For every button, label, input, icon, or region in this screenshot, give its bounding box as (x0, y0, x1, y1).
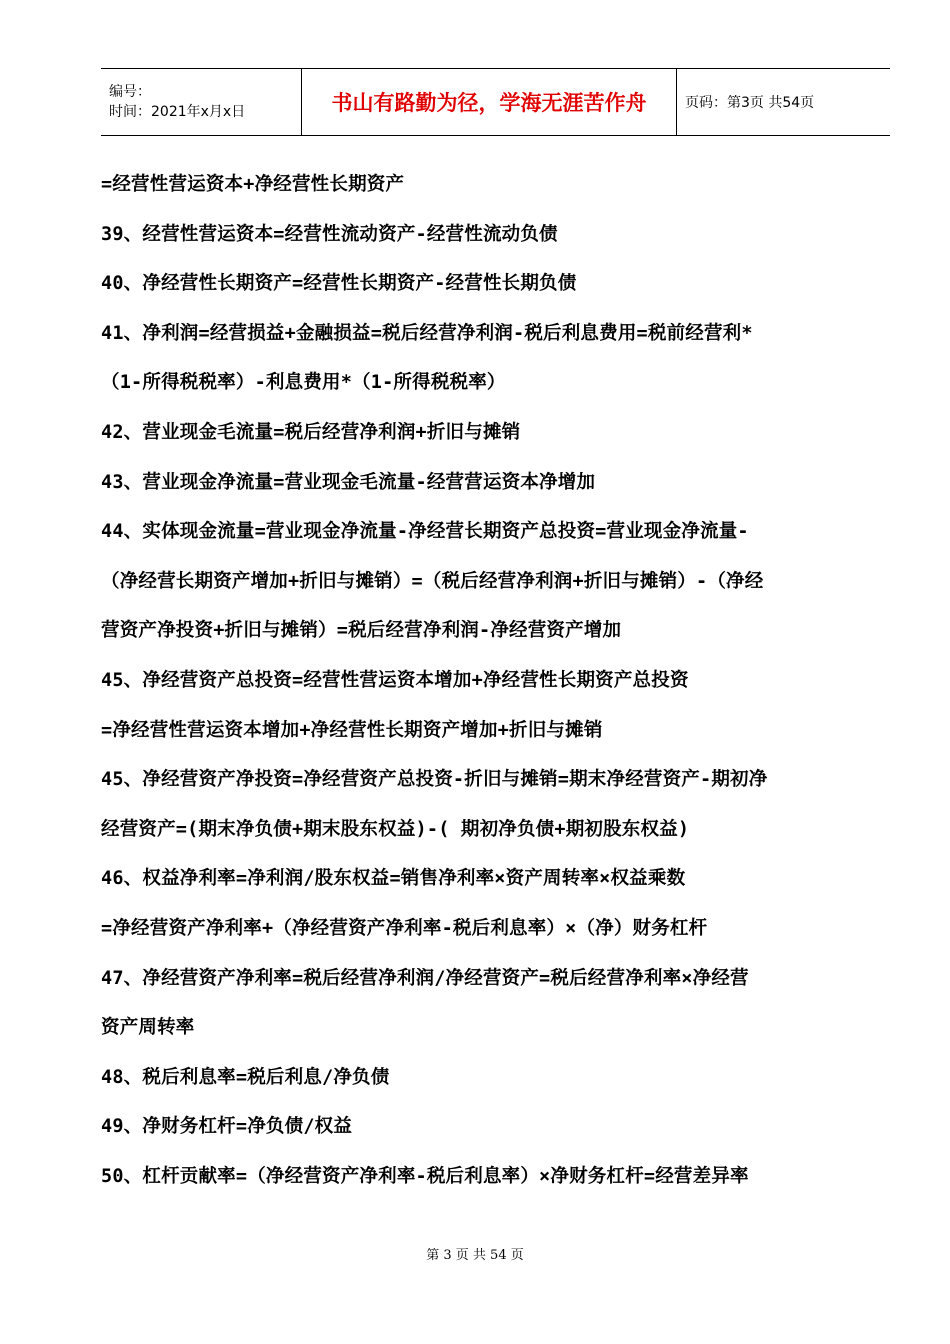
page-header (101, 68, 890, 136)
formula-line: 42、营业现金毛流量=税后经营净利润+折旧与摊销 (101, 421, 521, 443)
header-meta (101, 69, 302, 135)
header-page-info (677, 69, 890, 135)
formula-line: 48、税后利息率=税后利息/净负债 (101, 1066, 390, 1088)
formula-line: 43、营业现金净流量=营业现金毛流量-经营营运资本净增加 (101, 471, 596, 493)
time-label: 时间：2021年x月x日 (109, 104, 246, 120)
formula-line: （1-所得税税率）-利息费用*（1-所得税税率） (101, 372, 506, 394)
formula-list (101, 160, 891, 1201)
formula-line: 41、净利润=经营损益+金融损益=税后经营净利润-税后利息费用=税前经营利* (101, 322, 753, 344)
formula-line: =净经营资产净利率+（净经营资产净利率-税后利息率）×（净）财务杠杆 (101, 917, 708, 939)
formula-line: （净经营长期资产增加+折旧与摊销）=（税后经营净利润+折旧与摊销）-（净经 (101, 570, 764, 592)
formula-line: 49、净财务杠杆=净负债/权益 (101, 1116, 353, 1138)
number-label: 编号： (109, 84, 151, 100)
motto-text: 书山有路勤为径，学海无涯苦作舟 (331, 90, 647, 115)
formula-line: 经营资产=(期末净负债+期末股东权益)-( 期初净负债+期初股东权益) (101, 818, 690, 840)
formula-line: 营资产净投资+折旧与摊销）=税后经营净利润-净经营资产增加 (101, 620, 622, 642)
formula-line: 47、净经营资产净利率=税后经营净利润/净经营资产=税后经营净利率×净经营 (101, 967, 749, 989)
formula-line: 45、净经营资产净投资=净经营资产总投资-折旧与摊销=期末净经营资产-期初净 (101, 769, 768, 791)
formula-line: 44、实体现金流量=营业现金净流量-净经营长期资产总投资=营业现金净流量- (101, 521, 749, 543)
formula-line: 45、净经营资产总投资=经营性营运资本增加+净经营性长期资产总投资 (101, 669, 689, 691)
footer-page-number: 第 3 页 共 54 页 (426, 1248, 524, 1263)
formula-line: =经营性营运资本+净经营性长期资产 (101, 174, 405, 195)
formula-line: 50、杠杆贡献率=（净经营资产净利率-税后利息率）×净财务杠杆=经营差异率 (101, 1165, 749, 1187)
formula-line: =净经营性营运资本增加+净经营性长期资产增加+折旧与摊销 (101, 719, 603, 741)
formula-line: 40、净经营性长期资产=经营性长期资产-经营性长期负债 (101, 273, 577, 295)
page-label: 页码：第3页 共54页 (685, 95, 815, 111)
formula-line: 39、经营性营运资本=经营性流动资产-经营性流动负债 (101, 223, 558, 245)
header-motto (302, 69, 677, 135)
formula-line: 46、权益净利率=净利润/股东权益=销售净利率×资产周转率×权益乘数 (101, 868, 686, 890)
formula-line: 资产周转率 (101, 1017, 195, 1039)
page-footer (0, 1244, 950, 1263)
